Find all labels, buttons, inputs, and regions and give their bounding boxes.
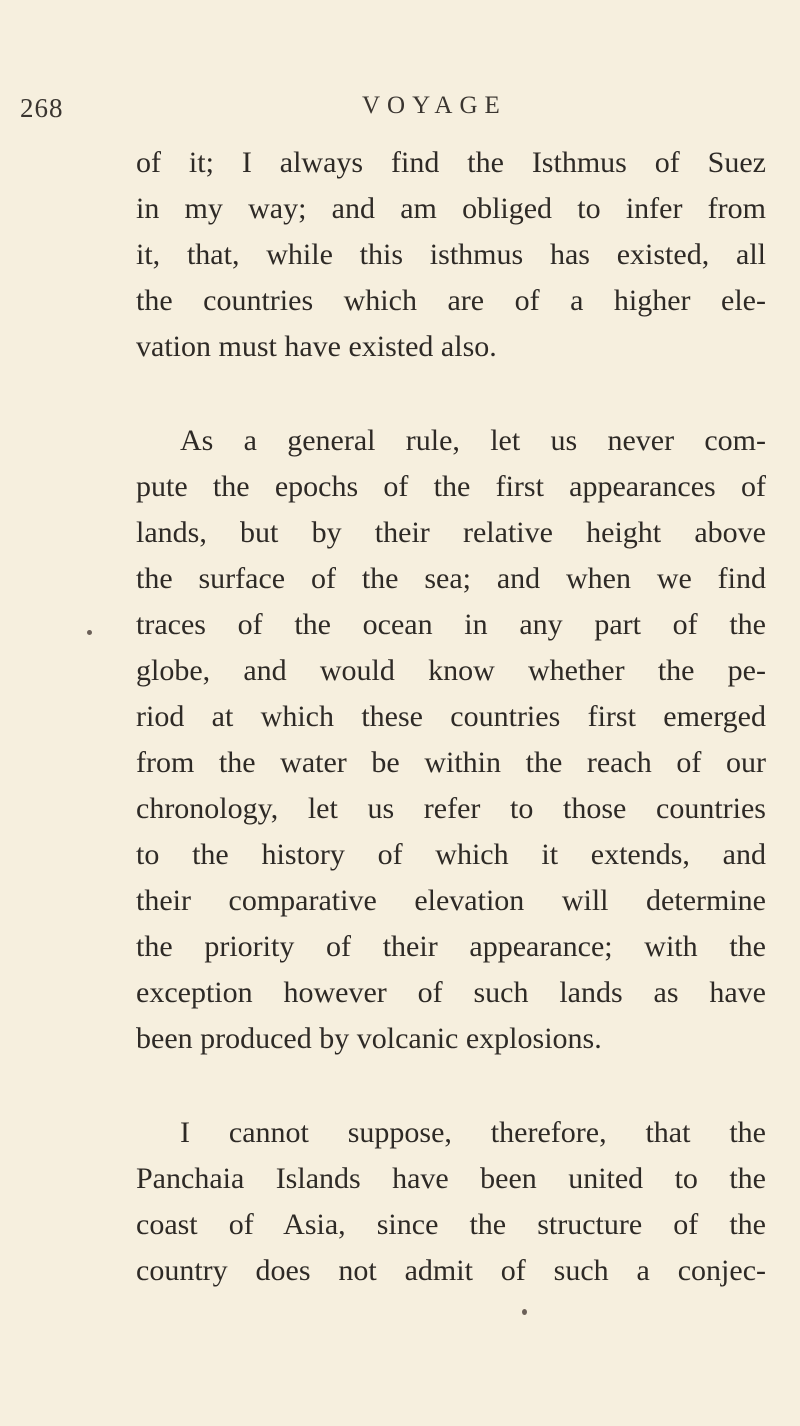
text-line: traces of the ocean in any part of the: [136, 608, 766, 641]
text-line: I cannot suppose, therefore, that the: [180, 1116, 766, 1149]
paragraph-1: [136, 140, 766, 370]
text-line: pute the epochs of the first appearances of: [136, 470, 766, 503]
text-line: globe, and would know whether the pe-: [136, 654, 766, 687]
text-line: country does not admit of such a conjec-: [136, 1254, 766, 1287]
paper-speck: [87, 630, 92, 635]
text-line: coast of Asia, since the structure of the: [136, 1208, 766, 1241]
text-line: exception however of such lands as have: [136, 976, 766, 1009]
paper-speck: [522, 1309, 527, 1315]
text-line: of it; I always find the Isthmus of Suez: [136, 146, 766, 179]
text-line: the surface of the sea; and when we find: [136, 562, 766, 595]
paragraph-gap: [136, 1062, 766, 1110]
paragraph-gap: [136, 370, 766, 418]
text-line: lands, but by their relative height above: [136, 516, 766, 549]
paragraph-2: [136, 418, 766, 1062]
text-line: riod at which these countries first emerged: [136, 700, 766, 733]
text-line: in my way; and am obliged to infer from: [136, 192, 766, 225]
text-line: Panchaia Islands have been united to the: [136, 1162, 766, 1195]
running-head: VOYAGE: [362, 92, 507, 119]
text-line: to the history of which it extends, and: [136, 838, 766, 871]
paragraph-3: [136, 1110, 766, 1294]
page-number: 268: [20, 93, 64, 123]
text-line: As a general rule, let us never com-: [180, 424, 766, 457]
text-line: the priority of their appearance; with the: [136, 930, 766, 963]
text-line: their comparative elevation will determine: [136, 884, 766, 917]
text-line: been produced by volcanic explosions.: [136, 1022, 602, 1055]
text-line: vation must have existed also.: [136, 330, 497, 363]
text-line: the countries which are of a higher ele-: [136, 284, 766, 317]
text-line: from the water be within the reach of our: [136, 746, 766, 779]
text-line: it, that, while this isthmus has existed, all: [136, 238, 766, 271]
text-line: chronology, let us refer to those countries: [136, 792, 766, 825]
body-text: [136, 140, 766, 1294]
